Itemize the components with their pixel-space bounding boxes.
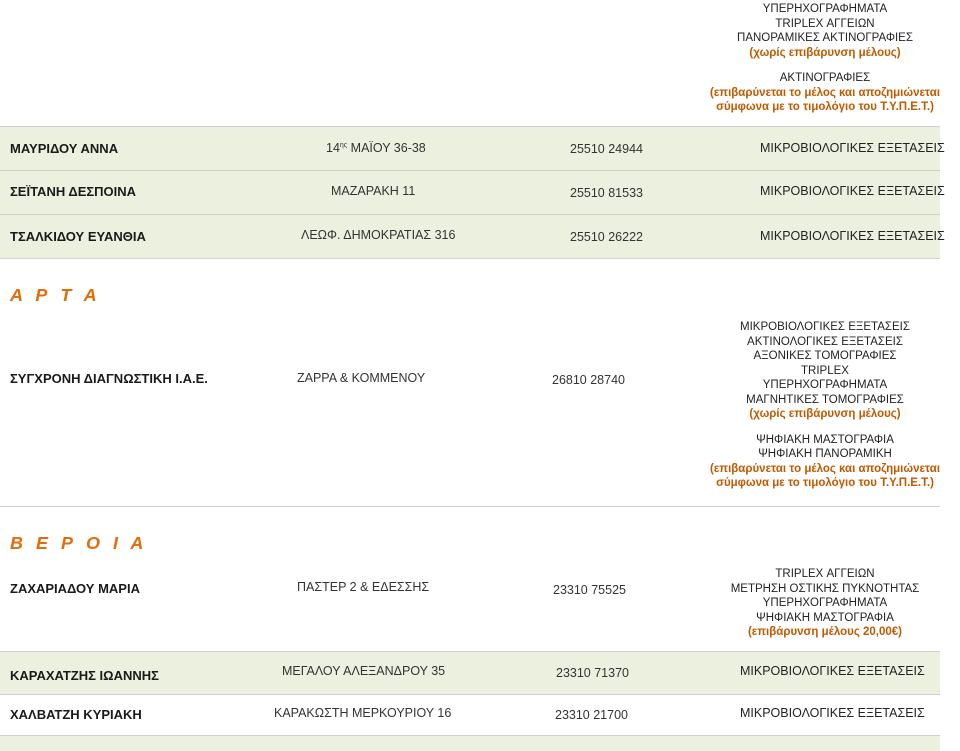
table-row xyxy=(0,736,940,751)
provider-address: ΜΕΓΑΛΟΥ ΑΛΕΞΑΝΔΡΟΥ 35 xyxy=(282,664,446,678)
service-line: ΑΚΤΙΝΟΛΟΓΙΚΕΣ ΕΞΕΤΑΣΕΙΣ xyxy=(747,335,903,348)
provider-name: ΖΑΧΑΡΙΑΔΟΥ ΜΑΡΙΑ xyxy=(10,581,140,596)
service-line: ΜΑΓΝΗΤΙΚΕΣ ΤΟΜΟΓΡΑΦΙΕΣ xyxy=(746,393,904,406)
service-line: ΜΕΤΡΗΣΗ ΟΣΤΙΚΗΣ ΠΥΚΝΟΤΗΤΑΣ xyxy=(730,582,920,595)
provider-name: ΤΣΑΛΚΙΔΟΥ ΕΥΑΝΘΙΑ xyxy=(10,229,146,244)
provider-name: ΧΑΛΒΑΤΖΗ ΚΥΡΙΑΚΗ xyxy=(10,707,142,722)
provider-address: ΚΑΡΑΚΩΣΤΗ ΜΕΡΚΟΥΡΙΟΥ 16 xyxy=(274,706,452,720)
provider-service: ΜΙΚΡΟΒΙΟΛΟΓΙΚΕΣ ΕΞΕΤΑΣΕΙΣ xyxy=(740,706,925,720)
service-line: ΨΗΦΙΑΚΗ ΠΑΝΟΡΑΜΙΚΗ xyxy=(758,448,892,460)
service-note: (χωρίς επιβάρυνση μέλους) xyxy=(749,46,901,59)
provider-services xyxy=(710,320,940,491)
service-line: ΥΠΕΡΗΧΟΓΡΑΦΗΜΑΤΑ xyxy=(762,379,888,391)
service-line: TRIPLEX xyxy=(801,364,849,377)
service-line: ΑΚΤΙΝΟΓΡΑΦΙΕΣ xyxy=(779,72,871,84)
provider-phone: 25510 24944 xyxy=(570,142,643,156)
table-row xyxy=(0,695,940,735)
service-line: TRIPLEX ΑΓΓΕΙΩΝ xyxy=(775,568,875,580)
service-line: ΑΞΟΝΙΚΕΣ ΤΟΜΟΓΡΑΦΙΕΣ xyxy=(753,350,897,362)
service-line: ΨΗΦΙΑΚΗ ΜΑΣΤΟΓΡΑΦΙΑ xyxy=(756,611,894,624)
provider-address: ΜΑΖΑΡΑΚΗ 11 xyxy=(331,184,416,198)
provider-service: ΜΙΚΡΟΒΙΟΛΟΓΙΚΕΣ ΕΞΕΤΑΣΕΙΣ xyxy=(760,229,945,243)
top-services xyxy=(710,2,940,115)
top-continuation-row xyxy=(0,0,940,126)
service-note: σύμφωνα με το τιμολόγιο του Τ.Υ.Π.Ε.Τ.) xyxy=(716,477,934,489)
provider-name: ΜΑΥΡΙΔΟΥ ΑΝΝΑ xyxy=(10,141,119,156)
service-note: (επιβαρύνεται το μέλος και αποζημιώνεται xyxy=(710,462,941,475)
service-note: (επιβάρυνση μέλους 20,00€) xyxy=(747,626,903,638)
provider-phone: 23310 71370 xyxy=(556,666,629,680)
provider-phone: 26810 28740 xyxy=(552,373,625,387)
provider-address: $14^{\eta\varsigma}$ ΜΑΪΟΥ 36-38 xyxy=(326,141,426,155)
city-heading: Β Ε Ρ Ο Ι Α xyxy=(10,533,148,553)
table-row xyxy=(0,127,945,170)
service-note: σύμφωνα με το τιμολόγιο του Τ.Υ.Π.Ε.Τ.) xyxy=(716,101,934,113)
provider-service: ΜΙΚΡΟΒΙΟΛΟΓΙΚΕΣ ΕΞΕΤΑΣΕΙΣ xyxy=(740,664,925,678)
provider-phone: 25510 81533 xyxy=(570,186,643,200)
table-row xyxy=(0,171,945,214)
table-row xyxy=(0,565,940,651)
service-line: ΨΗΦΙΑΚΗ ΜΑΣΤΟΓΡΑΦΙΑ xyxy=(756,433,894,446)
service-line: ΠΑΝΟΡΑΜΙΚΕΣ ΑΚΤΙΝΟΓΡΑΦΙΕΣ xyxy=(737,32,913,44)
provider-address: ΖΑΡΡΑ & ΚΟΜΜΕΝΟΥ xyxy=(297,371,426,385)
provider-phone: 23310 21700 xyxy=(555,708,628,722)
city-heading: Α Ρ Τ Α xyxy=(10,285,101,305)
service-note: (επιβαρύνεται το μέλος και αποζημιώνεται xyxy=(710,86,941,99)
table-row xyxy=(0,652,940,694)
service-line: ΥΠΕΡΗΧΟΓΡΑΦΗΜΑΤΑ xyxy=(762,597,888,609)
provider-name: ΣΕΪΤΑΝΗ ΔΕΣΠΟΙΝΑ xyxy=(10,184,137,199)
provider-services xyxy=(710,567,940,640)
service-line: ΜΙΚΡΟΒΙΟΛΟΓΙΚΕΣ ΕΞΕΤΑΣΕΙΣ xyxy=(740,321,910,333)
provider-service: ΜΙΚΡΟΒΙΟΛΟΓΙΚΕΣ ΕΞΕΤΑΣΕΙΣ xyxy=(760,141,945,155)
provider-address: ΠΑΣΤΕΡ 2 & ΕΔΕΣΣΗΣ xyxy=(297,580,430,594)
table-row xyxy=(0,215,945,258)
provider-name: ΚΑΡΑΧΑΤΖΗΣ ΙΩΑΝΝΗΣ xyxy=(10,668,159,683)
service-note: (χωρίς επιβάρυνση μέλους) xyxy=(749,408,901,420)
provider-phone: 25510 26222 xyxy=(570,230,643,244)
service-line: TRIPLEX ΑΓΓΕΙΩΝ xyxy=(775,17,875,30)
table-row xyxy=(0,318,940,506)
provider-service: ΜΙΚΡΟΒΙΟΛΟΓΙΚΕΣ ΕΞΕΤΑΣΕΙΣ xyxy=(760,184,945,198)
provider-name: ΣΥΓΧΡΟΝΗ ΔΙΑΓΝΩΣΤΙΚΗ Ι.Α.Ε. xyxy=(10,371,208,386)
provider-address: ΛΕΩΦ. ΔΗΜΟΚΡΑΤΙΑΣ 316 xyxy=(301,228,456,242)
provider-phone: 23310 75525 xyxy=(553,583,626,597)
service-line: ΥΠΕΡΗΧΟΓΡΑΦΗΜΑΤΑ xyxy=(762,3,888,15)
